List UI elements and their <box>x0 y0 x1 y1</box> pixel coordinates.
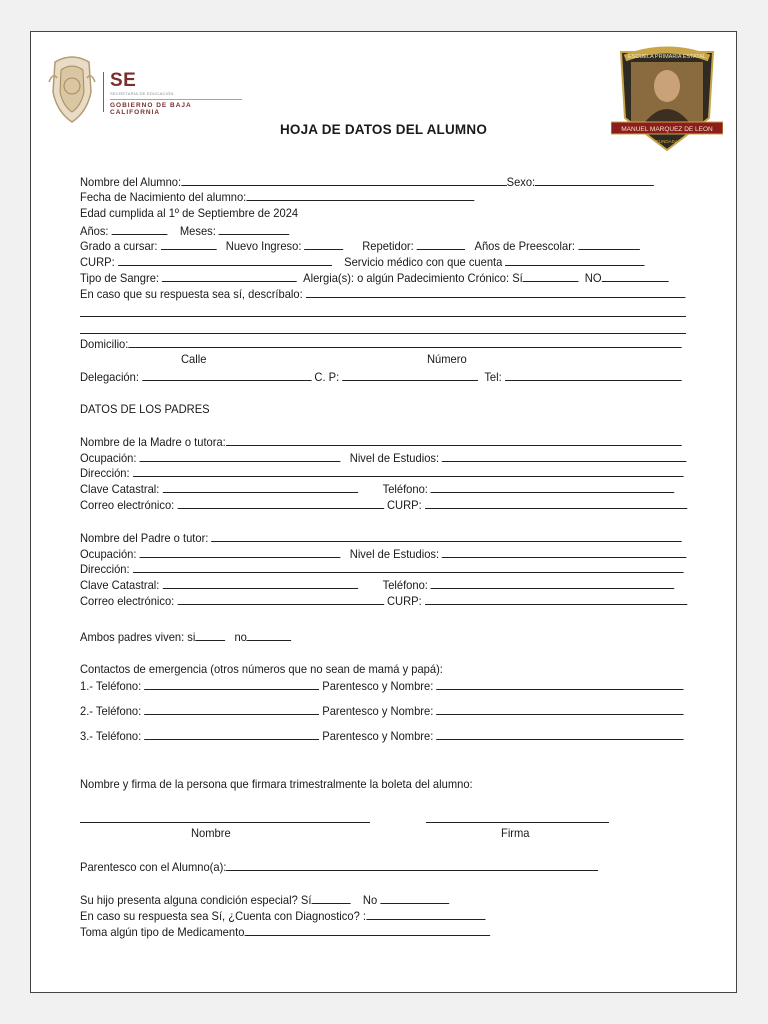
label-padre-telefono: Teléfono: <box>382 578 428 592</box>
label-emergencia-parentesco-3: Parentesco y Nombre: <box>322 729 434 743</box>
field-firma-nombre[interactable] <box>80 822 370 823</box>
field-condicion-no[interactable] <box>380 892 449 904</box>
label-padre-clave: Clave Catastral: <box>80 578 160 592</box>
row-padre <box>80 530 682 545</box>
row-madre-correo <box>80 497 687 512</box>
badge-top-text: ESCUELA PRIMARIA ESTATAL <box>628 54 706 60</box>
label-madre-curp: CURP: <box>386 498 422 512</box>
field-emergencia-parentesco-2[interactable] <box>436 703 683 715</box>
badge-bottom-text: FUNDADA <box>656 139 678 144</box>
row-fecha <box>80 189 474 204</box>
row-emergencia-2 <box>80 703 684 718</box>
field-padre-correo[interactable] <box>177 593 383 605</box>
row-curp <box>80 254 645 269</box>
field-describalo-line-2[interactable] <box>80 316 686 317</box>
label-emergencia-parentesco-2: Parentesco y Nombre: <box>322 704 434 718</box>
field-diagnostico[interactable] <box>366 908 485 920</box>
row-emergencia-heading <box>80 662 443 676</box>
row-madre-direccion <box>80 465 683 480</box>
gov-label: GOBIERNO DE BAJA CALIFORNIA <box>110 99 242 116</box>
row-madre-ocupacion <box>80 450 687 465</box>
row-anos-meses <box>80 223 290 238</box>
caption-nombre: Nombre <box>191 826 231 840</box>
caption-numero: Número <box>427 352 467 366</box>
label-medicamento: Toma algún tipo de Medicamento <box>80 925 245 939</box>
field-madre[interactable] <box>226 434 682 446</box>
caption-calle: Calle <box>181 352 207 366</box>
field-cp[interactable] <box>342 369 478 381</box>
label-emergencia-telefono-1: 1.- Teléfono: <box>80 679 142 693</box>
label-padre: Nombre del Padre o tutor: <box>80 531 209 545</box>
field-madre-ocupacion[interactable] <box>140 450 341 462</box>
row-describalo <box>80 286 685 301</box>
label-nombre-alumno: Nombre del Alumno: <box>80 175 182 189</box>
label-alergia: Alergia(s): o algún Padecimiento Crónico: Sí <box>303 271 523 285</box>
label-tel: Tel: <box>484 370 502 384</box>
row-grado <box>80 238 640 253</box>
label-tipo-sangre: Tipo de Sangre: <box>80 271 160 285</box>
field-alergia-no[interactable] <box>602 270 669 282</box>
coat-of-arms-logo <box>47 52 97 124</box>
field-padre-ocupacion[interactable] <box>140 546 341 558</box>
field-curp-alumno[interactable] <box>118 254 332 266</box>
label-preescolar: Años de Preescolar: <box>474 239 576 253</box>
se-subtitle: SECRETARÍA DE EDUCACIÓN <box>110 91 174 96</box>
field-emergencia-telefono-1[interactable] <box>144 678 319 690</box>
field-madre-telefono[interactable] <box>431 481 675 493</box>
field-padre-direccion[interactable] <box>133 561 684 573</box>
se-text: SE <box>110 70 137 91</box>
label-padre-correo: Correo electrónico: <box>80 594 175 608</box>
label-madre: Nombre de la Madre o tutora: <box>80 435 226 449</box>
badge-name-text: MANUEL MARQUEZ DE LEON <box>621 126 713 133</box>
field-parentesco-alumno[interactable] <box>226 859 598 871</box>
row-condicion <box>80 892 449 907</box>
field-padre-clave[interactable] <box>163 577 358 589</box>
row-emergencia-3 <box>80 728 684 743</box>
field-alergia-si[interactable] <box>523 270 579 282</box>
caption-firma: Firma <box>501 826 530 840</box>
label-padre-ocupacion: Ocupación: <box>80 547 137 561</box>
label-emergencia-telefono-3: 3.- Teléfono: <box>80 729 142 743</box>
field-describalo[interactable] <box>306 286 685 298</box>
label-describalo: En caso que su respuesta sea sí, descríbalo: <box>80 287 303 301</box>
field-nombre-alumno[interactable] <box>181 174 507 186</box>
form-title: HOJA DE DATOS DEL ALUMNO <box>279 122 488 137</box>
field-emergencia-telefono-2[interactable] <box>144 703 319 715</box>
label-emergencia-parentesco-1: Parentesco y Nombre: <box>322 679 434 693</box>
row-delegacion <box>80 369 682 384</box>
field-emergencia-telefono-3[interactable] <box>144 728 319 740</box>
label-ambos-si: Ambos padres viven: si <box>80 630 196 644</box>
row-padre-correo <box>80 593 687 608</box>
label-ambos-no: no <box>234 630 247 644</box>
label-padre-nivel: Nivel de Estudios: <box>349 547 440 561</box>
label-parentesco-alumno: Parentesco con el Alumno(a): <box>80 860 227 874</box>
row-sangre <box>80 270 668 285</box>
row-padre-clave <box>80 577 675 592</box>
row-nombre <box>80 174 654 189</box>
school-badge-logo <box>611 44 723 156</box>
label-meses: Meses: <box>179 224 216 238</box>
row-medicamento <box>80 924 490 939</box>
row-padre-ocupacion <box>80 546 687 561</box>
row-madre-clave <box>80 481 675 496</box>
form-page <box>30 31 737 993</box>
row-domicilio <box>80 336 682 351</box>
field-nuevo-ingreso[interactable] <box>305 238 344 250</box>
field-firma[interactable] <box>426 822 609 823</box>
row-diagnostico <box>80 908 485 923</box>
label-madre-clave: Clave Catastral: <box>80 482 160 496</box>
heading-datos-padres <box>80 402 210 416</box>
label-condicion-no: No <box>362 893 378 907</box>
row-parentesco-alumno <box>80 859 598 874</box>
row-edad <box>80 206 298 220</box>
label-padre-curp: CURP: <box>386 594 422 608</box>
field-madre-direccion[interactable] <box>133 465 684 477</box>
row-padre-direccion <box>80 561 683 576</box>
label-madre-correo: Correo electrónico: <box>80 498 175 512</box>
label-madre-direccion: Dirección: <box>80 466 130 480</box>
field-madre-clave[interactable] <box>163 481 358 493</box>
field-preescolar[interactable] <box>578 238 639 250</box>
label-diagnostico: En caso su respuesta sea Sí, ¿Cuenta con Diagnostico? : <box>80 909 366 923</box>
field-madre-nivel[interactable] <box>442 450 687 462</box>
field-delegacion[interactable] <box>142 369 311 381</box>
field-padre-nivel[interactable] <box>442 546 687 558</box>
field-padre-telefono[interactable] <box>431 577 675 589</box>
field-tel[interactable] <box>505 369 682 381</box>
label-emergencia-telefono-2: 2.- Teléfono: <box>80 704 142 718</box>
field-anos[interactable] <box>112 223 168 235</box>
field-emergencia-parentesco-3[interactable] <box>436 728 683 740</box>
label-fecha-nacimiento: Fecha de Nacimiento del alumno: <box>80 190 247 204</box>
label-cp: C. P: <box>314 370 340 384</box>
label-edad: Edad cumplida al 1º de Septiembre de 2024 <box>80 206 299 220</box>
field-condicion-si[interactable] <box>311 892 350 904</box>
label-alergia-no: NO <box>584 271 602 285</box>
field-padre-curp[interactable] <box>425 593 687 605</box>
label-madre-telefono: Teléfono: <box>382 482 428 496</box>
field-emergencia-parentesco-1[interactable] <box>436 678 683 690</box>
label-padre-direccion: Dirección: <box>80 562 130 576</box>
label-repetidor: Repetidor: <box>362 239 414 253</box>
label-emergencia: Contactos de emergencia (otros números que no sean de mamá y papá): <box>80 662 443 676</box>
field-repetidor[interactable] <box>417 238 465 250</box>
field-madre-curp[interactable] <box>425 497 687 509</box>
row-ambos-padres <box>80 629 292 644</box>
label-sexo: Sexo: <box>506 175 536 189</box>
label-condicion-especial: Su hijo presenta alguna condición especial? Sí <box>80 893 312 907</box>
row-madre <box>80 434 681 449</box>
field-servicio-medico[interactable] <box>505 254 644 266</box>
field-ambos-no[interactable] <box>247 629 292 641</box>
field-grado[interactable] <box>161 238 217 250</box>
field-describalo-line-3[interactable] <box>80 333 686 334</box>
field-ambos-si[interactable] <box>195 629 225 641</box>
label-datos-padres: DATOS DE LOS PADRES <box>80 402 210 416</box>
row-firma-prompt <box>80 777 473 791</box>
label-madre-nivel: Nivel de Estudios: <box>349 451 440 465</box>
se-logo <box>103 70 242 116</box>
field-madre-correo[interactable] <box>177 497 383 509</box>
label-madre-ocupacion: Ocupación: <box>80 451 137 465</box>
field-domicilio[interactable] <box>128 336 681 348</box>
field-medicamento[interactable] <box>244 924 490 936</box>
label-delegacion: Delegación: <box>80 370 139 384</box>
label-servicio-medico: Servicio médico con que cuenta <box>344 255 503 269</box>
field-tipo-sangre[interactable] <box>162 270 297 282</box>
field-sexo[interactable] <box>535 174 654 186</box>
field-fecha-nacimiento[interactable] <box>246 189 474 201</box>
label-anos: Años: <box>80 224 109 238</box>
field-padre[interactable] <box>212 530 683 542</box>
label-grado: Grado a cursar: <box>80 239 158 253</box>
label-nuevo-ingreso: Nuevo Ingreso: <box>225 239 302 253</box>
label-domicilio: Domicilio: <box>80 337 129 351</box>
label-firma-prompt: Nombre y firma de la persona que firmara trimestralmente la boleta del alumno: <box>80 777 473 791</box>
label-curp-alumno: CURP: <box>80 255 115 269</box>
field-meses[interactable] <box>219 223 290 235</box>
row-emergencia-1 <box>80 678 684 693</box>
